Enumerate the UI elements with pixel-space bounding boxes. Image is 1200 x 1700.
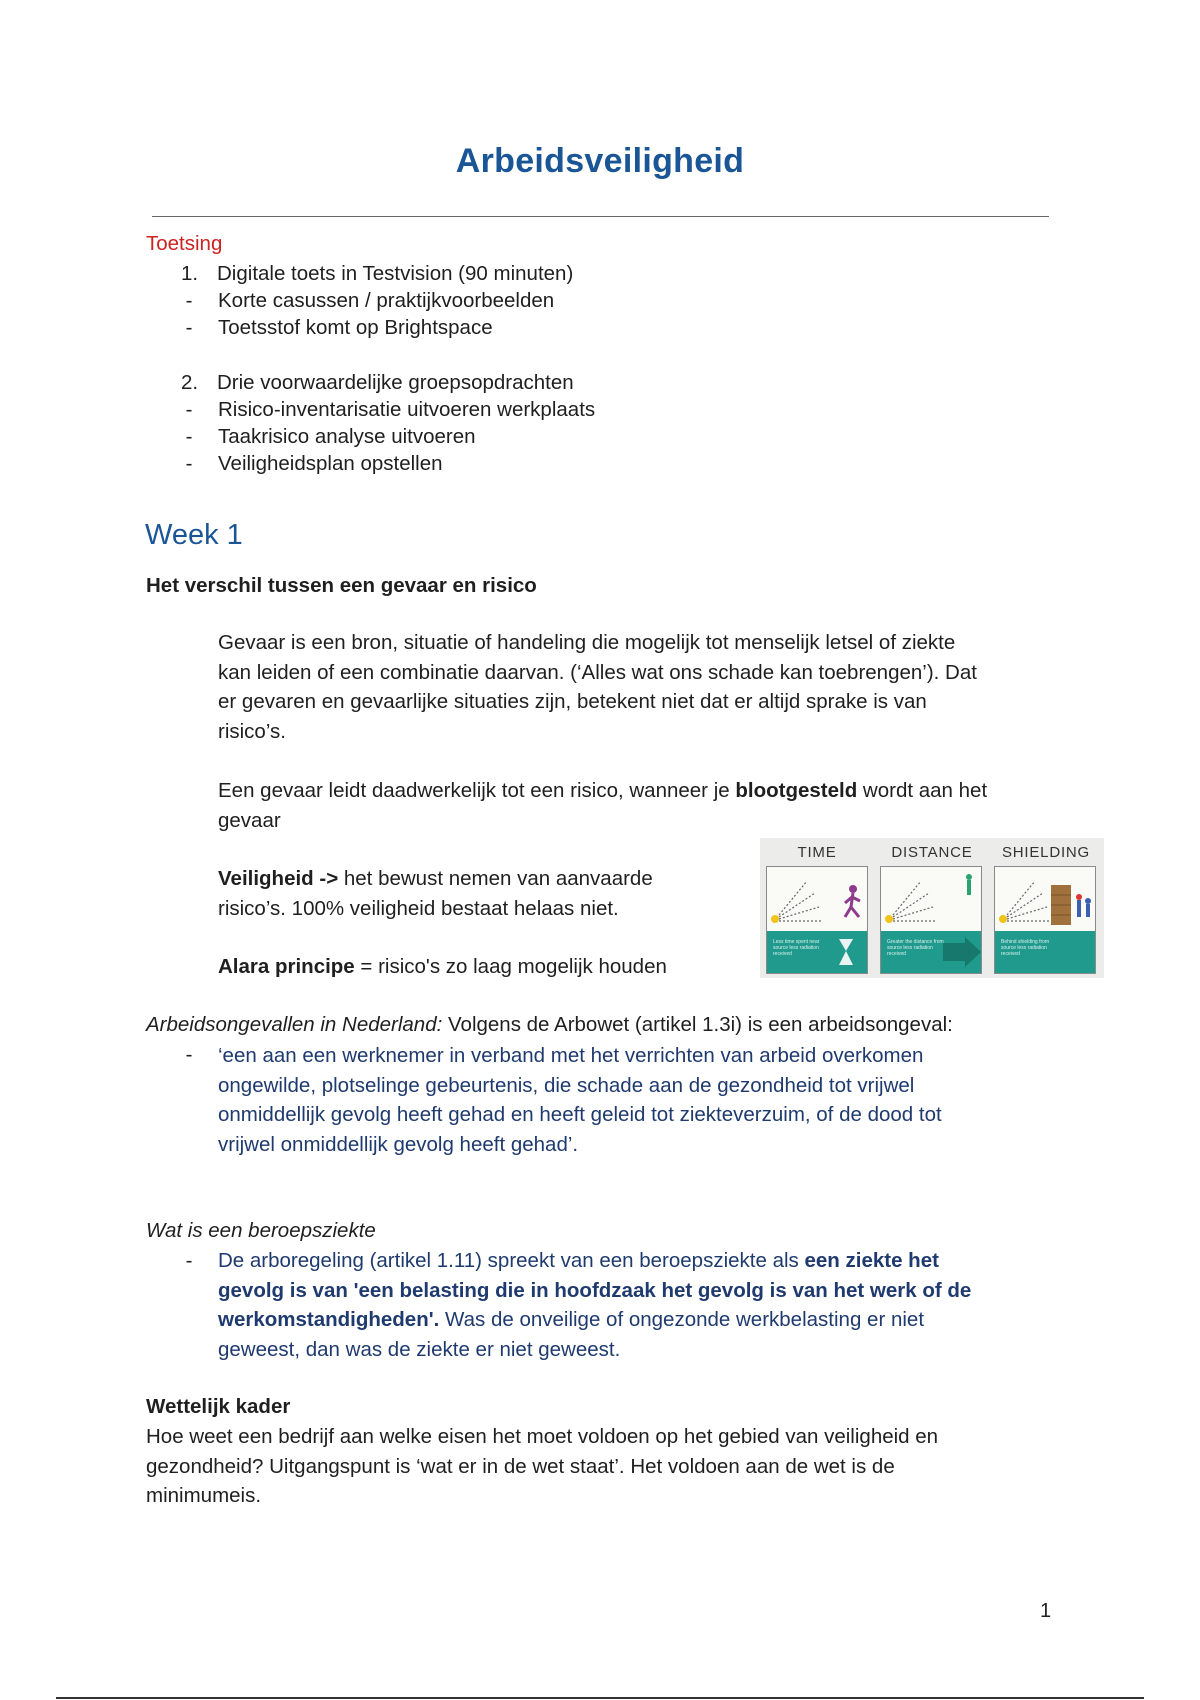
dash-bullet: - [185,425,193,448]
time-caption: Less time spent near source less radiation received [773,939,820,957]
emphasis: een ziekte het [804,1249,939,1272]
section-subheading: Het verschil tussen een gevaar en risico [146,574,537,597]
kader-heading: Wettelijk kader [146,1395,291,1418]
shielding-panel [994,866,1096,974]
radiation-protection-infographic [760,838,1104,978]
text-span: wordt aan het [857,779,988,802]
list-number: 2. [181,371,199,394]
veiligheid-definition [218,864,653,923]
shielding-caption: Behind shielding from source less radiation received [1001,939,1050,957]
time-label: TIME [797,844,837,861]
arrow-right-icon [881,931,983,973]
text-span: Volgens de Arbowet (artikel 1.3i) is een arbeidsongeval: [442,1013,953,1036]
list-item-text: Toetsstof komt op Brightspace [218,316,493,339]
dash-bullet: - [185,289,193,312]
text-line: minimumeis. [146,1484,262,1507]
shielding-footer [995,931,1095,973]
text-span: = risico's zo laag mogelijk houden [354,955,667,978]
text-line: vrijwel onmiddellijk gevolg heeft gehad’. [218,1132,579,1156]
beroepsziekte-definition [218,1246,971,1364]
text-span: het bewust nemen van aanvaarde [338,867,653,890]
list-item-text: Taakrisico analyse uitvoeren [218,425,476,448]
dash-bullet: - [185,1249,193,1272]
text-line: er gevaren en gevaarlijke situaties zijn, betekent niet dat er altijd sprake is van [218,690,927,713]
distance-panel [880,866,982,974]
distance-label: DISTANCE [891,844,973,861]
list-number: 1. [181,262,199,285]
radiation-wave-icon [767,867,869,933]
term: Veiligheid -> [218,867,339,890]
arbowet-quote [218,1041,942,1159]
text-line: gezondheid? Uitgangspunt is ‘wat er in de wet staat’. Het voldoen aan de wet is de [146,1454,895,1478]
list-item-text: Risico-inventarisatie uitvoeren werkplaats [218,398,596,421]
list-item [181,369,574,396]
text-line: Hoe weet een bedrijf aan welke eisen het moet voldoen op het gebied van veiligheid en [146,1425,939,1448]
dash-bullet: - [185,316,193,339]
list-item-text: Drie voorwaardelijke groepsopdrachten [217,371,574,394]
beroepsziekte-heading: Wat is een beroepsziekte [146,1219,376,1242]
time-panel [766,866,868,974]
dash-bullet: - [185,398,193,421]
text-span: Een gevaar leidt daadwerkelijk tot een risico, wanneer je [218,779,736,802]
time-footer [767,931,867,973]
term: Alara principe [218,955,355,978]
dash-bullet: - [185,452,193,475]
list-item [174,314,493,341]
list-item [174,287,554,314]
emphasis: blootgesteld [735,779,858,802]
dash-bullet: - [185,1043,193,1066]
list-item-text: Korte casussen / praktijkvoorbeelden [218,289,555,312]
text-line: Gevaar is een bron, situatie of handeling die mogelijk tot menselijk letsel of ziekte [218,631,956,654]
text-line: ongewilde, plotselinge gebeurtenis, die schade aan de gezondheid tot vrijwel [218,1073,915,1097]
kader-paragraph [146,1422,938,1511]
distance-caption: Greater the distance from source less radiation received [887,939,944,957]
list-item-text: Digitale toets in Testvision (90 minuten) [217,262,574,285]
radiation-wave-icon [995,867,1097,933]
shielding-label: SHIELDING [1001,844,1091,861]
text-span: De arboregeling (artikel 1.11) spreekt van een beroepsziekte als [218,1249,805,1272]
radiation-wave-icon [881,867,983,933]
list-item [174,450,443,477]
list-item [181,260,573,287]
toetsing-heading: Toetsing [146,232,223,255]
text-line: risico’s. [218,719,286,743]
alara-definition [218,955,667,979]
text-line: ‘een aan een werknemer in verband met het verrichten van arbeid overkomen [218,1044,924,1067]
distance-footer [881,931,981,973]
text-line: geweest, dan was de ziekte er niet geweest. [218,1337,621,1361]
emphasis-line: gevolg is van 'een belasting die in hoofdzaak het gevolg is van het werk of de [218,1278,972,1302]
italic-term: Arbeidsongevallen in Nederland: [146,1013,443,1036]
page-edge-line [56,1697,1144,1699]
text-span: Was de onveilige of ongezonde werkbelasting er niet [439,1308,925,1331]
list-item [174,396,595,423]
text-line: onmiddellijk gevolg heeft gehad en heeft geleid tot ziekteverzuim, of de dood tot [218,1103,942,1126]
gevaar-definition [218,628,977,746]
ongevallen-intro [146,1013,953,1037]
title-divider [152,216,1049,217]
list-item-text: Veiligheidsplan opstellen [218,452,443,475]
week-heading: Week 1 [145,519,243,551]
list-item [174,423,476,450]
text-line: kan leiden of een combinatie daarvan. (‘Alles wat ons schade kan toebrengen’). Dat [218,660,977,684]
emphasis: werkomstandigheden'. [218,1308,440,1331]
text-line: risico’s. 100% veiligheid bestaat helaas niet. [218,896,619,920]
page-number: 1 [1040,1600,1052,1622]
document-title: Arbeidsveiligheid [455,142,745,180]
exposure-paragraph [218,776,987,835]
text-line: gevaar [218,808,281,832]
hourglass-icon [767,931,869,973]
